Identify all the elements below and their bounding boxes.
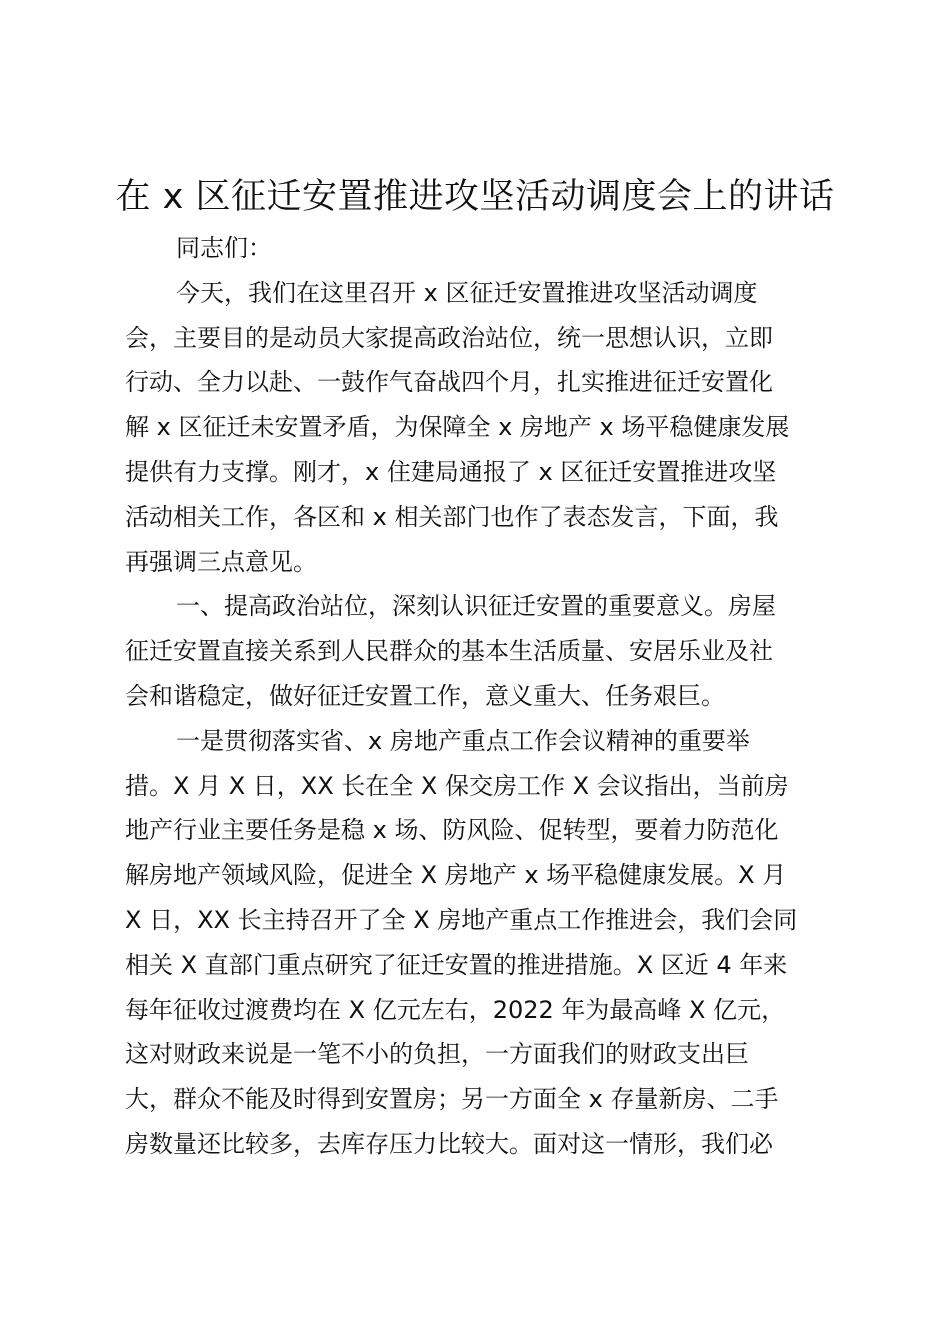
paragraph-line: 措。X 月 X 日，XX 长在全 X 保交房工作 X 会议指出，当前房: [125, 771, 789, 800]
paragraph-line: 每年征收过渡费均在 X 亿元左右，2022 年为最高峰 X 亿元，: [125, 995, 786, 1024]
paragraph-line: 提供有力支撑。刚才，x 住建局通报了 x 区征迁安置推进攻坚: [125, 457, 777, 486]
paragraph-line: X 日，XX 长主持召开了全 X 房地产重点工作推进会，我们会同: [125, 905, 798, 934]
paragraph-line: 地产行业主要任务是稳 x 场、防风险、促转型，要着力防范化: [125, 816, 779, 845]
paragraph-line: 大，群众不能及时得到安置房；另一方面全 x 存量新房、二手: [125, 1085, 779, 1114]
salutation-line: 同志们：: [176, 234, 272, 262]
paragraph-line: 会和谐稳定，做好征迁安置工作，意义重大、任务艰巨。: [125, 681, 725, 710]
paragraph-line: 房数量还比较多，去库存压力比较大。面对这一情形，我们必: [125, 1129, 773, 1158]
paragraph-line: 解房地产领域风险，促进全 X 房地产 x 场平稳健康发展。X 月: [125, 861, 787, 890]
paragraph-line: 这对财政来说是一笔不小的负担，一方面我们的财政支出巨: [125, 1040, 749, 1069]
paragraph-line: 相关 X 直部门重点研究了征迁安置的推进措施。X 区近 4 年来: [125, 950, 788, 979]
paragraph-line: 今天，我们在这里召开 x 区征迁安置推进攻坚活动调度: [176, 278, 758, 307]
paragraph-line: 行动、全力以赴、一鼓作气奋战四个月，扎实推进征迁安置化: [125, 368, 773, 397]
paragraph-line: 再强调三点意见。: [125, 547, 317, 576]
document-body: [125, 226, 825, 1167]
paragraph-line: 征迁安置直接关系到人民群众的基本生活质量、安居乐业及社: [125, 637, 773, 666]
section-heading-line: 一、提高政治站位，深刻认识征迁安置的重要意义。房屋: [176, 592, 776, 621]
paragraph-line: 活动相关工作，各区和 x 相关部门也作了表态发言，下面，我: [125, 502, 779, 531]
paragraph-line: 会，主要目的是动员大家提高政治站位，统一思想认识，立即: [125, 323, 773, 352]
paragraph-line: 一是贯彻落实省、x 房地产重点工作会议精神的重要举: [176, 726, 750, 755]
paragraph-line: 解 x 区征迁未安置矛盾，为保障全 x 房地产 x 场平稳健康发展: [125, 413, 790, 442]
document-title: 在 x 区征迁安置推进攻坚活动调度会上的讲话: [115, 177, 835, 217]
